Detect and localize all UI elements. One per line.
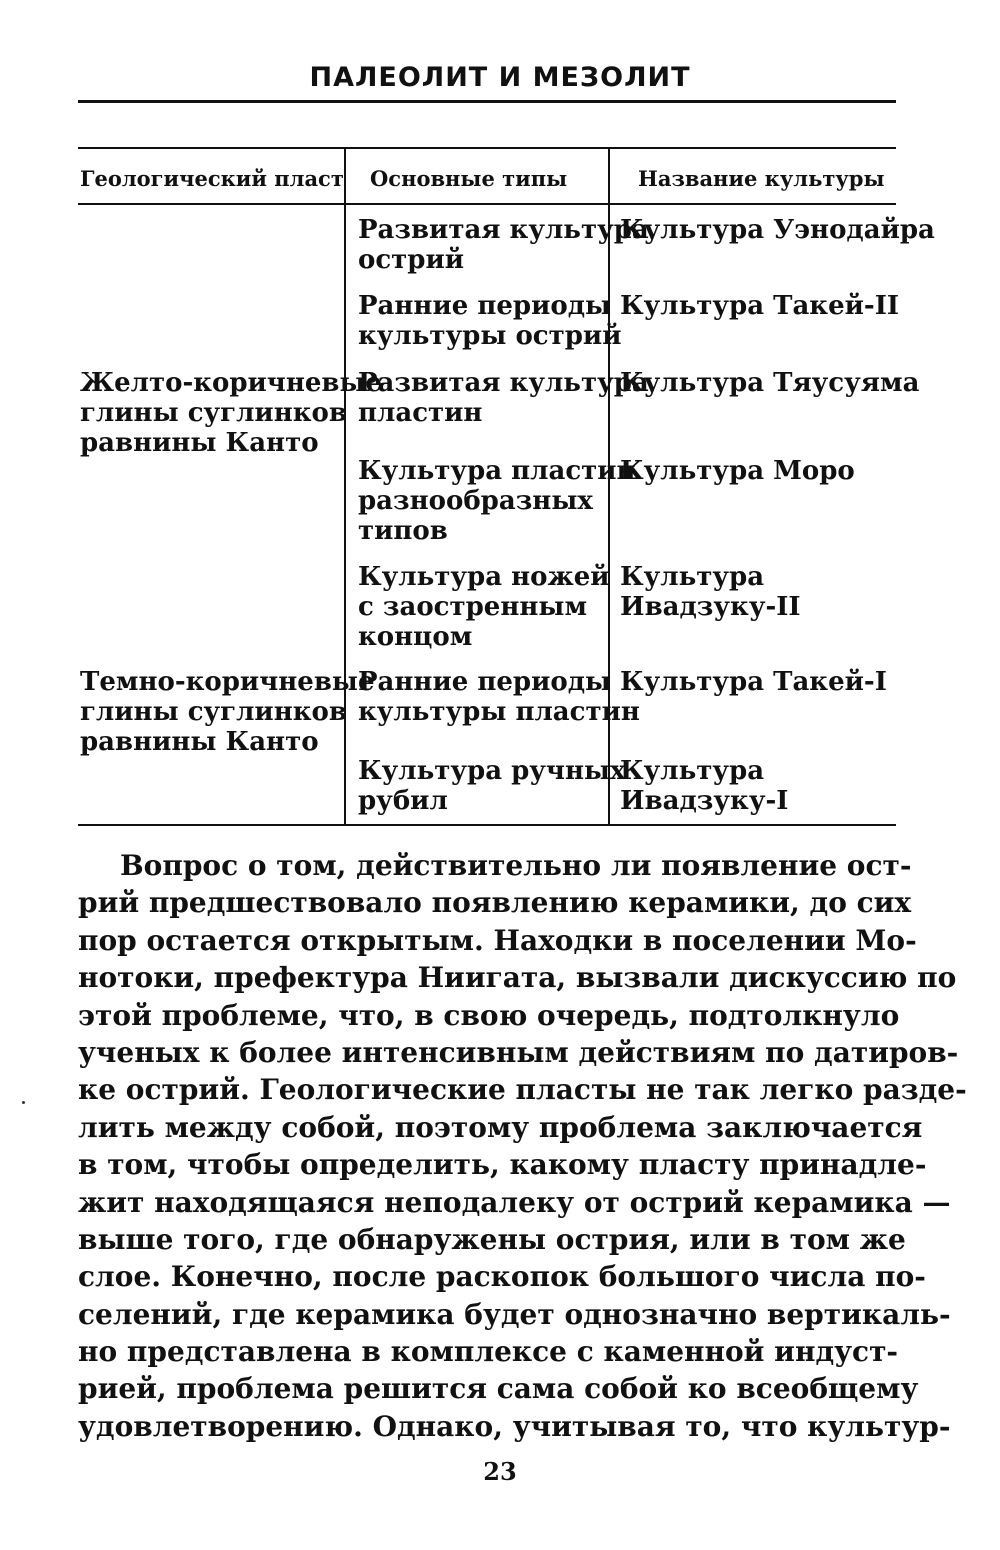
- type-cell: Развитая культура пластин: [358, 368, 649, 428]
- type-cell: Культура ручных рубил: [358, 756, 626, 816]
- type-cell: Развитая культура острий: [358, 215, 649, 275]
- paragraph-line: рией, проблема решится сама собой ко всеобщему: [78, 1372, 919, 1406]
- culture-cell: Культура Тяусуяма: [620, 368, 920, 398]
- paragraph-line: рий предшествовало появлению керамики, до сих: [78, 886, 912, 920]
- paragraph-line: жит находящаяся неподалеку от острий керамика —: [78, 1185, 951, 1219]
- type-cell: Культура ножей с заостренным концом: [358, 562, 610, 652]
- body-paragraph: [78, 847, 967, 1445]
- culture-cell: Культура Уэнодайра: [620, 215, 935, 245]
- paragraph-line: слое. Конечно, после раскопок большого числа по-: [78, 1260, 926, 1294]
- table-header-culture: Название культуры: [638, 166, 885, 191]
- paragraph-line: Вопрос о том, действительно ли появление ост-: [120, 849, 912, 882]
- paragraph-line: в том, чтобы определить, какому пласту принадле-: [78, 1148, 927, 1182]
- table-bottom-rule: [78, 824, 896, 826]
- culture-cell: Культура Ивадзуку-I: [620, 756, 789, 816]
- paragraph-line: выше того, где обнаружены острия, или в том же: [78, 1222, 906, 1256]
- paragraph-line: удовлетворению. Однако, учитывая то, что культур-: [78, 1409, 951, 1443]
- running-header: ПАЛЕОЛИТ И МЕЗОЛИТ: [309, 62, 691, 93]
- type-cell: Ранние периоды культуры пластин: [358, 667, 640, 727]
- page-number: 23: [483, 1457, 517, 1486]
- layer-cell: Темно-коричневые глины суглинков равнины Канто: [80, 667, 375, 757]
- paragraph-line: но представлена в комплексе с каменной индуст-: [78, 1335, 899, 1369]
- paragraph-line: ученых к более интенсивным действиям по датиров-: [78, 1035, 959, 1069]
- table-header-rule: [78, 203, 896, 205]
- table-header-layer: Геологический пласт: [80, 166, 344, 191]
- paragraph-line: этой проблеме, что, в свою очередь, подтолкнуло: [78, 998, 900, 1032]
- print-speck: [22, 1101, 25, 1104]
- culture-cell: Культура Такей-II: [620, 291, 900, 321]
- paragraph-line: пор остается открытым. Находки в поселении Мо-: [78, 923, 917, 957]
- culture-cell: Культура Такей-I: [620, 667, 887, 697]
- header-rule: [78, 100, 896, 103]
- type-cell: Культура пластин разнообразных типов: [358, 456, 636, 546]
- type-cell: Ранние периоды культуры острий: [358, 291, 622, 351]
- table-header-types: Основные типы: [370, 166, 568, 191]
- culture-cell: Культура Моро: [620, 456, 855, 486]
- culture-cell: Культура Ивадзуку-II: [620, 562, 801, 622]
- paragraph-line: нотоки, префектура Ниигата, вызвали дискуссию по: [78, 961, 957, 995]
- layer-cell: Желто-коричневые глины суглинков равнины Канто: [80, 368, 383, 458]
- paragraph-line: ке острий. Геологические пласты не так легко разде-: [78, 1073, 967, 1107]
- paragraph-line: селений, где керамика будет однозначно вертикаль-: [78, 1297, 951, 1331]
- paragraph-line: лить между собой, поэтому проблема заключается: [78, 1110, 923, 1144]
- table-top-rule: [78, 147, 896, 149]
